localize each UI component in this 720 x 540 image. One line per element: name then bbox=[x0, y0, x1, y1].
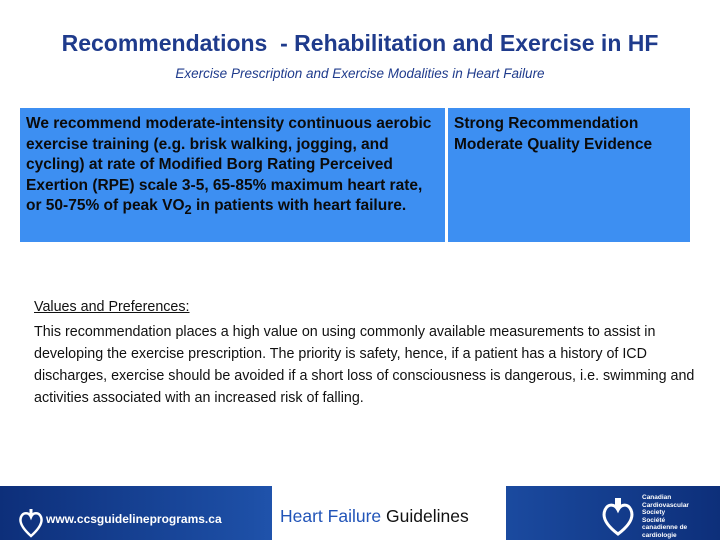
society-line: Cardiovascular bbox=[642, 501, 689, 509]
page-title: Recommendations - Rehabilitation and Exercise in HF bbox=[61, 30, 659, 56]
recommendation-text-end: in patients with heart failure. bbox=[191, 197, 407, 214]
footer-band bbox=[0, 486, 720, 540]
footer-title-panel bbox=[272, 486, 506, 540]
recommendation-subscript: 2 bbox=[184, 202, 192, 218]
ccs-society-logo-icon bbox=[600, 496, 636, 536]
recommendation-box bbox=[20, 108, 445, 242]
footer-title bbox=[280, 506, 469, 527]
values-heading: Values and Preferences: bbox=[34, 299, 190, 315]
page-subtitle: Exercise Prescription and Exercise Modalities in Heart Failure bbox=[175, 66, 545, 81]
values-body: This recommendation places a high value on using commonly available measurements to assist in developing the exercise prescription. The priority is safety, hence, if a patient has a history of ICD discharges, exercise should be avoided if a short loss of consciousness is dangerous, i.e. swimming and activities associated with an increased risk of falling. bbox=[34, 324, 695, 406]
recommendation-grade-box bbox=[448, 108, 690, 242]
society-name bbox=[642, 494, 689, 539]
society-line: canadienne de bbox=[642, 524, 688, 531]
society-line: Canadian bbox=[642, 494, 672, 501]
ccs-heart-logo-icon bbox=[18, 508, 44, 538]
evidence-quality: Moderate Quality Evidence bbox=[454, 135, 653, 153]
footer-title-part2: Guidelines bbox=[386, 506, 469, 526]
recommendation-strength: Strong Recommendation bbox=[454, 115, 639, 132]
society-line: Society bbox=[642, 509, 666, 516]
values-section bbox=[34, 296, 708, 409]
footer-url-link[interactable]: www.ccsguidelineprograms.ca bbox=[46, 512, 222, 526]
footer-title-part1: Heart Failure bbox=[280, 506, 387, 526]
society-line: cardiologie bbox=[642, 531, 677, 539]
society-line: Société bbox=[642, 516, 666, 524]
recommendation-text: We recommend moderate-intensity continuous aerobic exercise training (e.g. brisk walking, jogging, and cycling) at rate of Modified Borg Rating Perceived Exertion (RPE) scale 3-5, 65-85% maximum heart rate, or 50-75% of peak VO bbox=[26, 115, 432, 214]
